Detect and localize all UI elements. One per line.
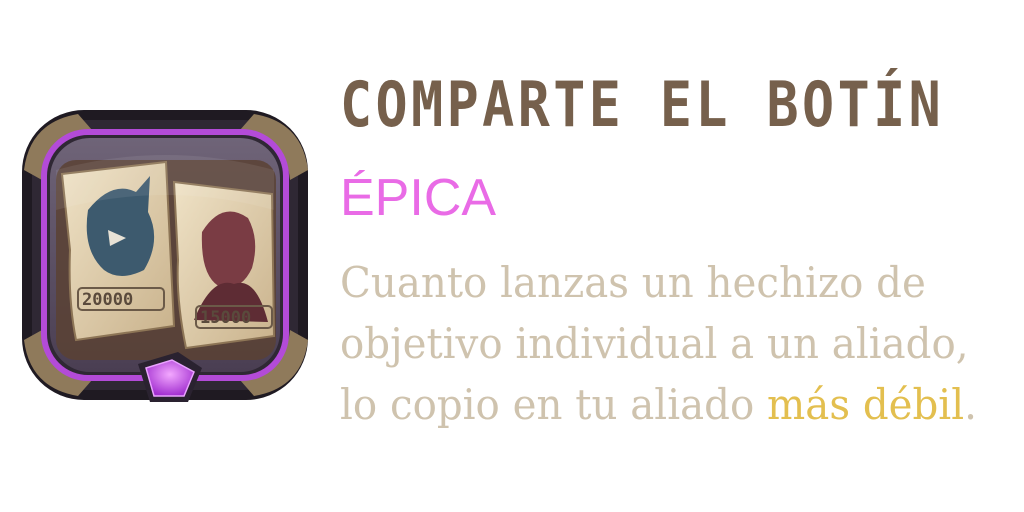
highlighted-keyword: más débil bbox=[767, 380, 965, 429]
card-title: COMPARTE EL BOTÍN bbox=[340, 68, 945, 141]
description-text: lo copio en tu aliado bbox=[340, 380, 768, 429]
right-wanted-poster bbox=[174, 182, 274, 348]
description-line: objetivo individual a un aliado, bbox=[340, 319, 969, 368]
card-description bbox=[340, 252, 997, 435]
left-bounty-value: 20000 bbox=[82, 290, 134, 310]
right-bounty-value: 15000 bbox=[200, 308, 252, 328]
wanted-posters-icon bbox=[16, 100, 316, 410]
description-text: . bbox=[964, 380, 977, 429]
rarity-label: ÉPICA bbox=[340, 169, 497, 227]
description-line: Cuanto lanzas un hechizo de bbox=[340, 258, 926, 307]
card-icon bbox=[16, 100, 316, 410]
description-line bbox=[340, 374, 997, 435]
